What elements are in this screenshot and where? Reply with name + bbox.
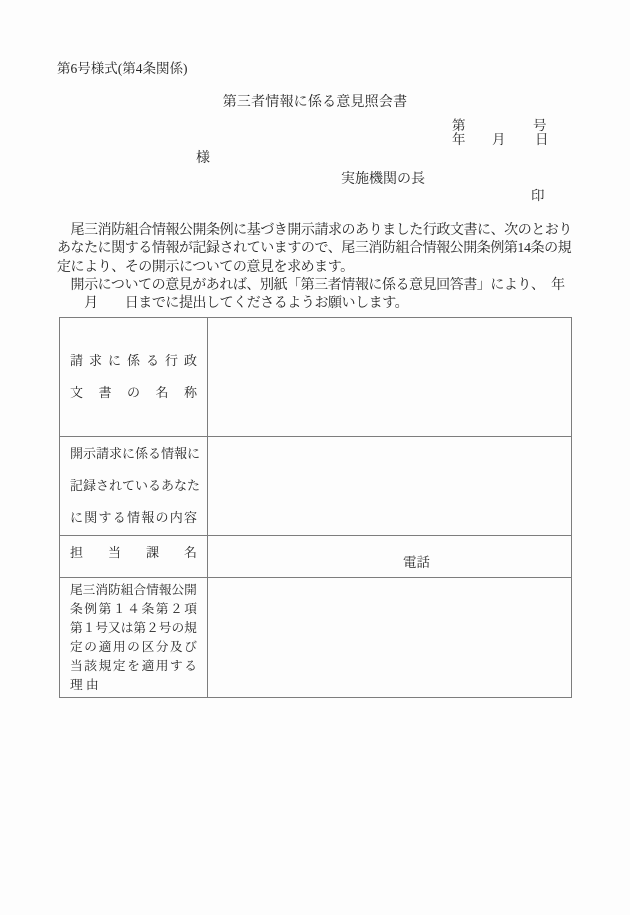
- row-label-line: 条例第１４条第２項: [70, 601, 197, 616]
- row-label-line: 開示請求に係る情報に: [70, 446, 201, 461]
- row-label-line: 文 書 の 名 称: [70, 385, 197, 400]
- row-label-applied-provision: [60, 578, 208, 697]
- document-title: 第三者情報に係る意見照会書: [222, 95, 408, 110]
- doc-number-suffix: 号: [533, 118, 547, 133]
- row-label-line: 第１号又は第２号の規: [70, 620, 197, 635]
- date-day-label: 日: [535, 131, 549, 147]
- row-label-line: 当該規定を適用する: [70, 658, 197, 673]
- paragraph-1-line: 定により、その開示についての意見を求めます。: [57, 259, 354, 275]
- row-label-line: 担 当 課 名: [70, 545, 197, 560]
- body-text: [57, 222, 577, 313]
- paragraph-1: [57, 222, 577, 277]
- paragraph-2-line: 月 日までに提出してくださるようお願いします。: [57, 296, 409, 312]
- table-row-section-name: [60, 536, 571, 578]
- paragraph-2-line: 開示についての意見があれば、別紙「第三者情報に係る意見回答書」により、 年: [57, 277, 565, 293]
- row-label-line: 尾三消防組合情報公開: [70, 582, 197, 597]
- row-label-line: に関する情報の内容: [70, 510, 197, 525]
- table-row-document-name: [60, 318, 571, 437]
- issuer-title: 実施機関の長: [341, 172, 425, 187]
- phone-label: 電話: [403, 555, 430, 570]
- row-label-line: 定の適用の区分及び: [70, 639, 197, 654]
- table-row-applied-provision: [60, 578, 571, 697]
- paragraph-1-line: あなたに関する情報が記録されていますので、尾三消防組合情報公開条例第14条の規: [57, 241, 572, 257]
- row-label-line: 請 求 に 係 る 行 政: [70, 353, 197, 368]
- doc-number-prefix: 第: [452, 118, 466, 133]
- row-label-section-name: [60, 536, 208, 577]
- section-name-value-cell: [208, 536, 571, 577]
- document-name-value-cell: [208, 318, 571, 436]
- row-label-line: 記録されているあなた: [70, 478, 201, 493]
- form-number: 第6号様式(第4条関係): [57, 61, 188, 76]
- form-table: [59, 317, 572, 698]
- information-content-value-cell: [208, 437, 571, 535]
- addressee-suffix: 様: [196, 151, 210, 166]
- applied-provision-value-cell: [208, 578, 571, 697]
- paragraph-1-line: 尾三消防組合情報公開条例に基づき開示請求のありました行政文書に、次のとおり: [57, 223, 572, 238]
- row-label-document-name: [60, 318, 208, 436]
- row-label-information-content: [60, 437, 208, 535]
- seal-mark: 印: [531, 188, 545, 203]
- date-year-label: 年: [452, 131, 466, 147]
- row-label-line: 理 由: [70, 677, 99, 692]
- date-month-label: 月: [492, 131, 506, 147]
- paragraph-2: [57, 277, 577, 314]
- table-row-information-content: [60, 437, 571, 536]
